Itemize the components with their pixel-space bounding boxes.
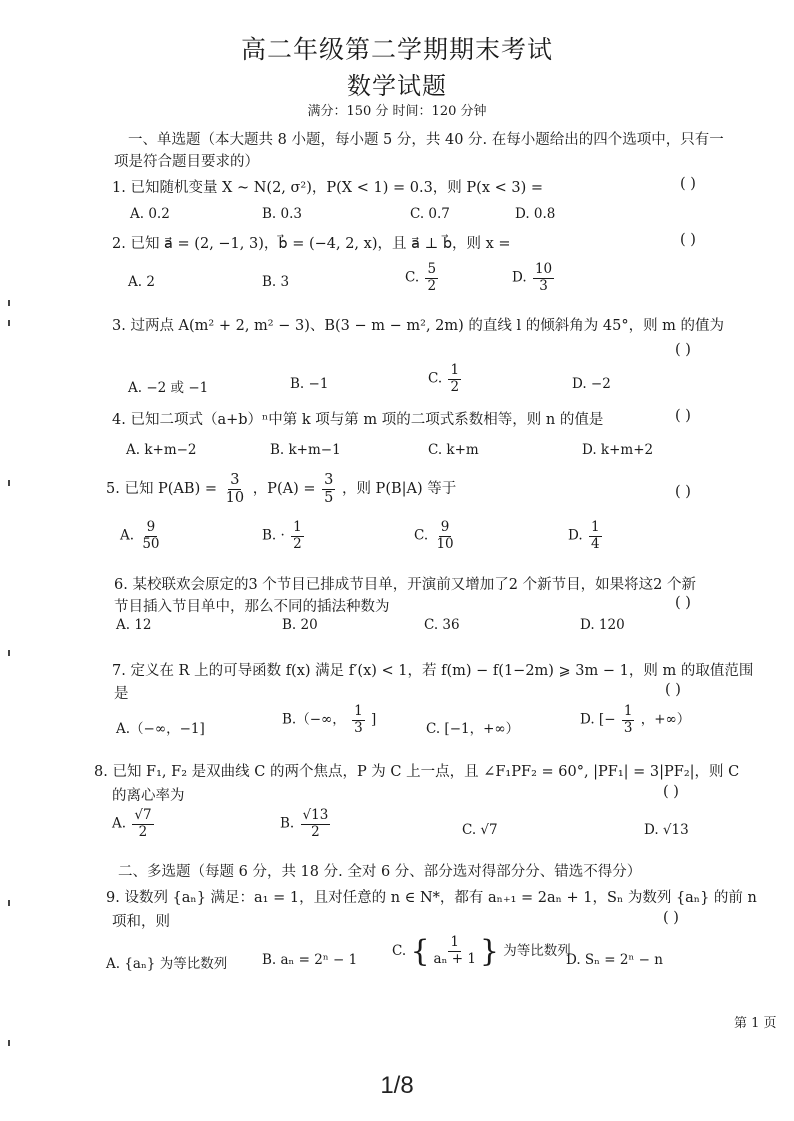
page-footer-label: 第 1 页 <box>734 1016 777 1031</box>
question-2-option-d <box>512 262 556 294</box>
option-label: C. <box>405 269 420 286</box>
text-segment: B.（−∞， <box>282 711 346 728</box>
text-segment: ] <box>370 711 377 728</box>
question-6-option-a: A. 12 <box>116 617 152 633</box>
question-2-answer-blank: ( ) <box>680 232 696 248</box>
question-7-option-d <box>580 704 690 736</box>
scan-mark <box>8 300 10 306</box>
fraction-numerator: 1 <box>450 934 460 951</box>
question-7-answer-blank: ( ) <box>665 682 681 698</box>
question-1-text: 1. 已知随机变量 X ~ N(2, σ²)，P(X < 1) = 0.3，则 P(x < 3) = <box>112 180 544 196</box>
question-1-option-c: C. 0.7 <box>410 206 450 222</box>
fraction <box>352 704 365 736</box>
left-brace: { <box>410 934 430 969</box>
fraction-numerator: 1 <box>450 362 460 378</box>
question-6-text-line2: 节目插入节目单中，那么不同的插法种数为 <box>114 599 390 615</box>
option-label: B. · <box>262 527 285 544</box>
text-segment: 为等比数列 <box>503 943 571 959</box>
option-label: C. <box>414 527 429 544</box>
fraction <box>301 808 331 840</box>
fraction-denominator: 10 <box>225 489 245 506</box>
fraction <box>132 808 153 840</box>
question-4-option-a: A. k+m−2 <box>126 442 197 458</box>
exam-title: 高二年级第二学期期末考试 <box>240 35 553 64</box>
question-5-option-b <box>262 520 306 552</box>
question-4-answer-blank: ( ) <box>675 408 691 424</box>
question-3-option-c <box>428 363 463 395</box>
question-9-option-d: D. Sₙ = 2ⁿ − n <box>566 952 663 968</box>
fraction-denominator: 2 <box>450 378 460 395</box>
fraction-denominator: 50 <box>142 535 160 552</box>
fraction-numerator: 1 <box>623 703 633 719</box>
fraction-denominator: 3 <box>539 277 548 294</box>
question-3-answer-blank: ( ) <box>675 342 691 358</box>
fraction-denominator: 3 <box>354 719 363 736</box>
question-3-option-d: D. −2 <box>572 376 611 392</box>
question-7-option-a: A.（−∞，−1] <box>116 721 205 737</box>
question-7-option-b <box>282 704 376 736</box>
score-time-info: 满分：150 分 时间：120 分钟 <box>307 104 487 119</box>
question-3-text: 3. 过两点 A(m² + 2, m² − 3)、B(3 − m − m², 2m) 的直线 l 的倾斜角为 45°，则 m 的值为 <box>112 318 725 334</box>
question-3-option-a: A. −2 或 −1 <box>128 380 209 396</box>
fraction-denominator: 3 <box>623 719 633 736</box>
fraction <box>322 472 335 506</box>
question-7-text-line1: 7. 定义在 R 上的可导函数 f(x) 满足 f′(x) < 1，若 f(m) − f(1−2m) ⩾ 3m − 1，则 m 的取值范围 <box>112 663 754 679</box>
question-4-option-c: C. k+m <box>428 442 479 458</box>
question-6-option-d: D. 120 <box>580 617 625 633</box>
right-brace: } <box>479 934 499 969</box>
question-9-option-c <box>392 934 571 969</box>
question-6-text-line1: 6. 某校联欢会原定的3 个节目已排成节目单，开演前又增加了2 个新节目，如果将这2 个新 <box>114 577 696 593</box>
question-6-option-c: C. 36 <box>424 617 460 633</box>
fraction-numerator: 1 <box>354 703 363 719</box>
option-label: D. <box>568 527 583 544</box>
question-8-option-b <box>280 808 332 840</box>
question-1-option-d: D. 0.8 <box>515 206 556 222</box>
fraction-numerator: 1 <box>590 519 600 535</box>
question-6-option-b: B. 20 <box>282 617 318 633</box>
fraction-denominator: 2 <box>311 823 320 840</box>
fraction-numerator: 9 <box>146 519 156 535</box>
fraction-numerator: 1 <box>293 519 302 535</box>
question-1-option-a: A. 0.2 <box>130 206 170 222</box>
fraction-numerator: 5 <box>427 261 437 277</box>
scan-mark <box>8 1040 10 1046</box>
question-5-option-d <box>568 520 604 552</box>
question-8-answer-blank: ( ) <box>663 784 679 800</box>
fraction-denominator: 5 <box>324 489 334 506</box>
scan-mark <box>8 320 10 326</box>
question-3-option-b: B. −1 <box>290 376 329 392</box>
question-5-option-c <box>414 520 458 552</box>
fraction <box>622 704 635 736</box>
option-label: D. <box>512 269 527 286</box>
exam-subtitle: 数学试题 <box>347 72 447 100</box>
fraction-denominator: 2 <box>138 823 148 840</box>
text-segment: ，+∞） <box>640 711 691 728</box>
question-2-option-c <box>405 262 440 294</box>
question-1-answer-blank: ( ) <box>680 176 696 192</box>
fraction-numerator: 3 <box>230 472 240 488</box>
fraction <box>425 262 438 294</box>
question-8-option-a <box>112 808 156 840</box>
fraction-denominator: 10 <box>436 535 454 552</box>
text-segment: D. [− <box>580 711 616 728</box>
option-label: A. <box>120 527 135 544</box>
fraction <box>448 363 461 395</box>
option-label: C. <box>428 370 443 387</box>
section1-heading-line1: 一、单选题（本大题共 8 小题，每小题 5 分，共 40 分. 在每小题给出的四个选项中，只有一 <box>128 132 724 148</box>
text-segment: 5. 已知 P(AB) = <box>106 481 218 498</box>
option-label: C. <box>392 943 407 959</box>
fraction-numerator: √7 <box>134 807 152 823</box>
fraction-denominator: 2 <box>427 277 437 294</box>
question-2-option-b: B. 3 <box>262 274 290 290</box>
fraction <box>434 520 455 552</box>
scan-mark <box>8 650 10 656</box>
question-7-text-line2: 是 <box>114 686 129 702</box>
fraction <box>224 472 246 506</box>
section2-heading: 二、多选题（每题 6 分，共 18 分. 全对 6 分、部分选对得部分分、错选不得分） <box>118 864 642 880</box>
fraction-denominator: 2 <box>293 535 302 552</box>
question-8-text-line2: 的离心率为 <box>112 788 185 804</box>
question-8-option-c: C. √7 <box>462 822 498 838</box>
text-segment: ，则 P(B|A) 等于 <box>341 481 457 498</box>
question-8-text-line1: 8. 已知 F₁, F₂ 是双曲线 C 的两个焦点，P 为 C 上一点，且 ∠F₁PF₂ = 60°, |PF₁| = 3|PF₂|，则 C <box>94 764 740 780</box>
option-label: B. <box>280 815 295 832</box>
question-5-text <box>106 472 456 506</box>
fraction-denominator: aₙ + 1 <box>433 951 476 967</box>
question-9-option-b: B. aₙ = 2ⁿ − 1 <box>262 952 358 968</box>
question-6-answer-blank: ( ) <box>675 595 691 611</box>
fraction <box>589 520 602 552</box>
text-segment: ，P(A) = <box>252 481 316 498</box>
fraction-denominator: 4 <box>590 535 600 552</box>
question-7-option-c: C. [−1，+∞） <box>426 721 520 737</box>
fraction-numerator: √13 <box>302 807 329 823</box>
fraction-numerator: 3 <box>324 472 334 488</box>
question-9-answer-blank: ( ) <box>663 910 679 926</box>
option-label: A. <box>112 815 127 832</box>
question-9-option-a: A. {aₙ} 为等比数列 <box>106 956 228 972</box>
question-2-text: 2. 已知 a⃗ = (2, −1, 3)，b⃗ = (−4, 2, x)，且 a⃗ ⊥ b⃗，则 x = <box>112 236 511 252</box>
fraction <box>140 520 161 552</box>
question-2-option-a: A. 2 <box>128 274 155 290</box>
question-9-text-line1: 9. 设数列 {aₙ} 满足：a₁ = 1，且对任意的 n ∈ N*，都有 aₙ₊₁ = 2aₙ + 1，Sₙ 为数列 {aₙ} 的前 n <box>106 890 757 906</box>
fraction-numerator: 10 <box>534 261 553 277</box>
question-1-option-b: B. 0.3 <box>262 206 302 222</box>
fraction-numerator: 9 <box>440 519 450 535</box>
fraction <box>291 520 304 552</box>
question-4-option-b: B. k+m−1 <box>270 442 341 458</box>
section1-heading-line2: 项是符合题目要求的） <box>114 154 259 170</box>
question-5-answer-blank: ( ) <box>675 484 691 500</box>
scan-mark <box>8 900 10 906</box>
question-4-option-d: D. k+m+2 <box>582 442 654 458</box>
fraction <box>432 935 478 967</box>
question-9-text-line2: 项和，则 <box>112 914 170 930</box>
question-5-option-a <box>120 520 164 552</box>
question-4-text: 4. 已知二项式（a+b）ⁿ中第 k 项与第 m 项的二项式系数相等，则 n 的值是 <box>112 412 604 428</box>
page-counter: 1/8 <box>380 1072 414 1099</box>
scan-mark <box>8 480 10 486</box>
fraction <box>533 262 554 294</box>
question-8-option-d: D. √13 <box>644 822 689 838</box>
